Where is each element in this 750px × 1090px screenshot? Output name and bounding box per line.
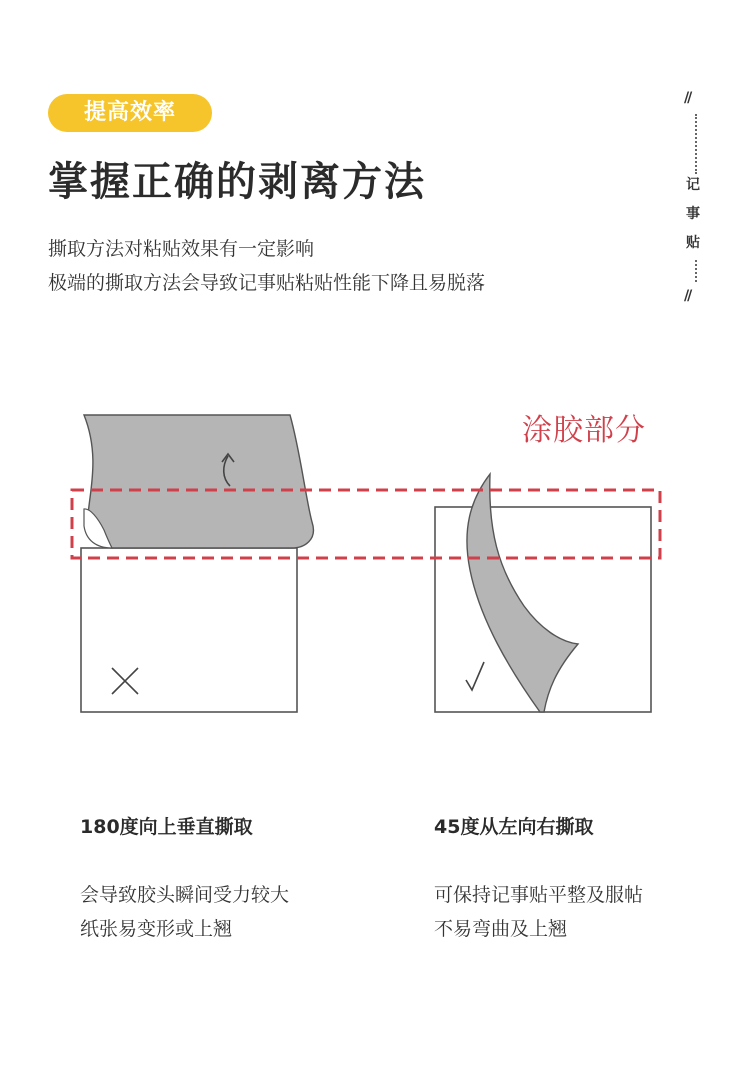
description-line-2: 极端的撕取方法会导致记事贴粘贴性能下降且易脱落 [48, 272, 486, 294]
method-title-left: 180度向上垂直撕取 [80, 816, 253, 838]
left-sticky-note [81, 415, 313, 712]
right-sticky-note [435, 474, 651, 712]
method-title-right: 45度从左向右撕取 [434, 816, 594, 838]
method-right-line-2: 不易弯曲及上翘 [434, 918, 568, 940]
page-title: 掌握正确的剥离方法 [48, 159, 426, 205]
side-char-3: 贴 [686, 235, 700, 251]
glue-area-label: 涂胶部分 [522, 413, 646, 448]
lifted-flap-left [84, 415, 313, 548]
side-char-2: 事 [686, 206, 700, 222]
method-left-line-1: 会导致胶头瞬间受力较大 [80, 884, 290, 906]
method-right-line-1: 可保持记事贴平整及服帖 [434, 884, 644, 906]
slash-mark-bottom: // [684, 288, 691, 304]
category-badge: 提高效率 [48, 94, 212, 132]
side-char-1: 记 [686, 177, 700, 193]
description-line-1: 撕取方法对粘贴效果有一定影响 [48, 238, 315, 260]
note-base-left [81, 548, 297, 712]
slash-mark-top: // [684, 90, 691, 106]
method-left-line-2: 纸张易变形或上翘 [80, 918, 233, 940]
